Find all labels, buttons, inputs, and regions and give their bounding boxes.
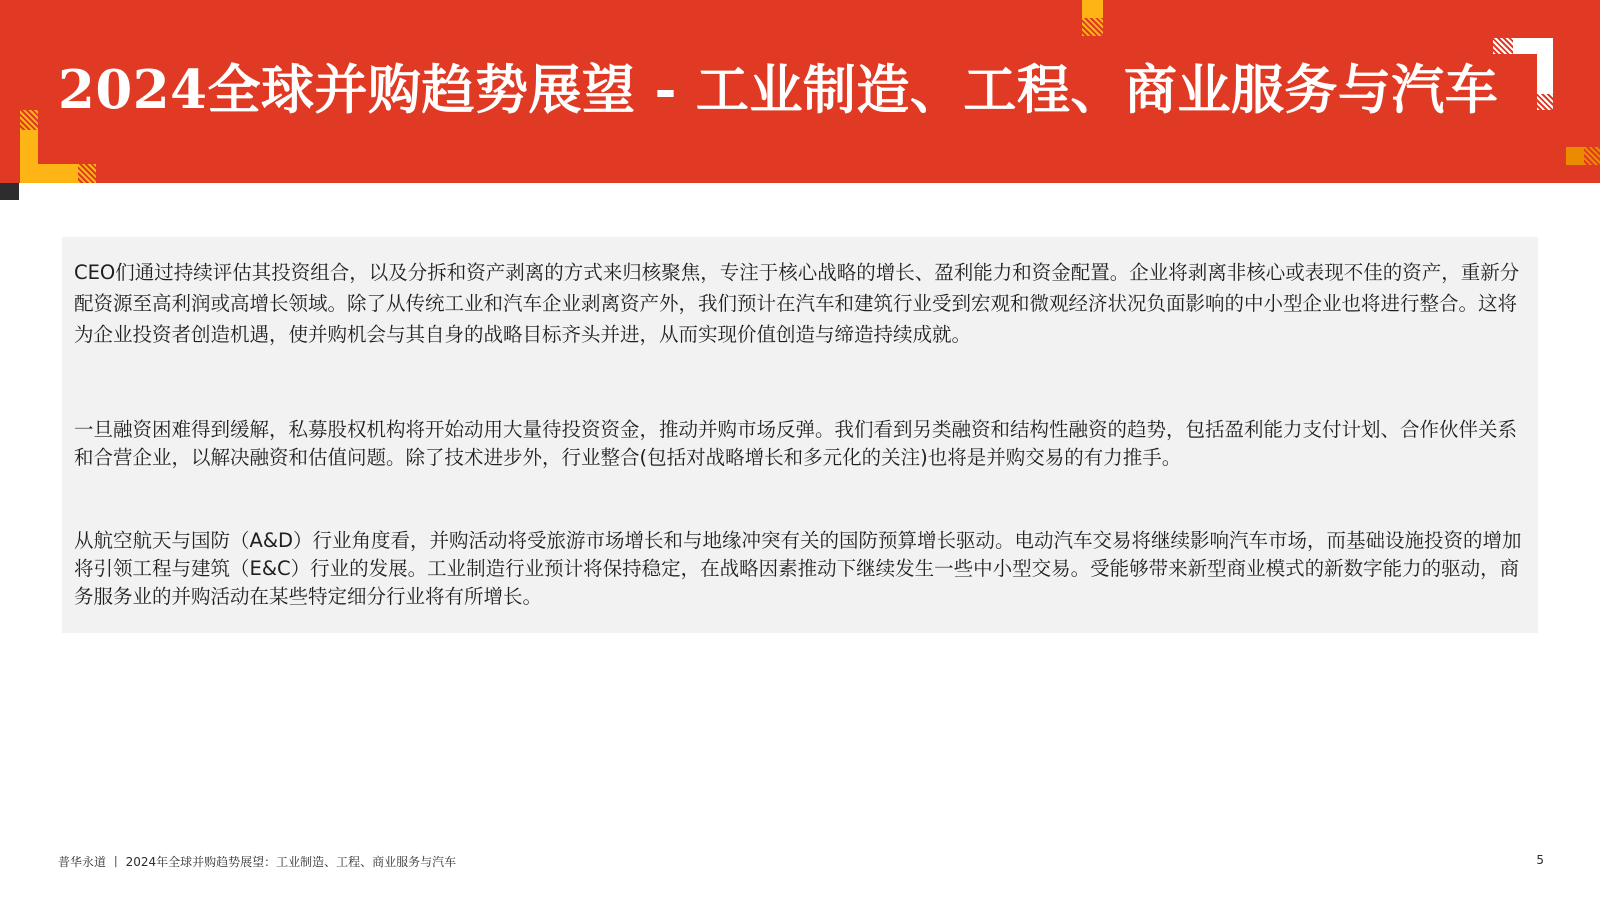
page-title: 2024全球并购趋势展望 - 工业制造、工程、商业服务与汽车 <box>58 59 1499 121</box>
right-orange-hatch <box>1584 147 1600 165</box>
left-yellow-corner-vertical <box>20 130 38 164</box>
top-yellow-mark <box>1082 0 1103 18</box>
left-hatch-mark <box>20 110 38 130</box>
paragraph-sector-outlook: 从航空航天与国防（A&D）行业角度看，并购活动将受旅游市场增长和与地缘冲突有关的国防预算增长驱动。电动汽车交易将继续影响汽车市场，而基础设施投资的增加将引领工程与建筑（E&C）行业的发展。工业制造行业预计将保持稳定，在战略因素推动下继续发生一些中小型交易。受能够带来新型商业模式的新数字能力的驱动，商务服务业的并购活动在某些特定细分行业将有所增长。 <box>74 529 1522 608</box>
right-white-corner-vertical <box>1537 54 1553 94</box>
page-number: 5 <box>1536 853 1544 867</box>
right-white-corner-horizontal <box>1513 38 1553 54</box>
right-hatch-mark-bottom <box>1537 94 1553 110</box>
top-hatch-mark <box>1082 18 1103 36</box>
content-panel <box>62 237 1538 633</box>
right-hatch-mark-top <box>1493 38 1513 54</box>
left-yellow-hatch <box>78 164 96 183</box>
paragraph-private-equity: 一旦融资困难得到缓解，私募股权机构将开始动用大量待投资资金，推动并购市场反弹。我们看到另类融资和结构性融资的趋势，包括盈利能力支付计划、合作伙伴关系和合营企业，以解决融资和估值问题。除了技术进步外，行业整合(包括对战略增长和多元化的关注)也将是并购交易的有力推手。 <box>74 418 1518 469</box>
footer-text: 普华永道 丨 2024年全球并购趋势展望：工业制造、工程、商业服务与汽车 <box>58 855 457 869</box>
right-orange-mark <box>1566 147 1584 165</box>
paragraph-divestment: CEO们通过持续评估其投资组合，以及分拆和资产剥离的方式来归核聚焦，专注于核心战略的增长、盈利能力和资金配置。企业将剥离非核心或表现不佳的资产，重新分配资源至高利润或高增长领域。除了从传统工业和汽车企业剥离资产外，我们预计在汽车和建筑行业受到宏观和微观经济状况负面影响的中小型企业也将进行整合。这将为企业投资者创造机遇，使并购机会与其自身的战略目标齐头并进，从而实现价值创造与缔造持续成就。 <box>74 261 1520 346</box>
header-banner <box>0 0 1600 183</box>
left-yellow-corner-horizontal <box>20 164 78 183</box>
left-dark-mark <box>0 183 19 200</box>
